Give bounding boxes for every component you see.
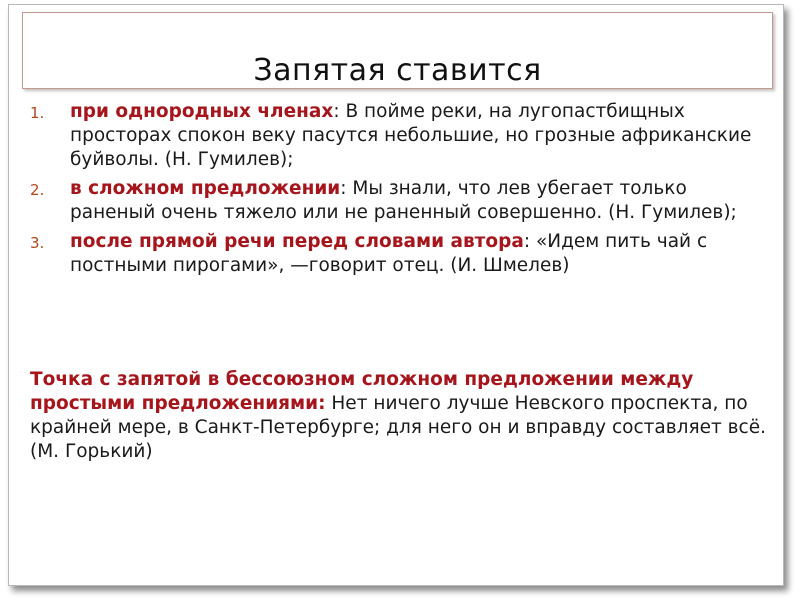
list-item [30,230,770,278]
title-box [22,12,773,89]
list-marker: 2. [30,181,45,199]
list-marker: 3. [30,234,45,252]
list-item [30,100,770,172]
note-example: Нет ничего лучше Невского проспекта, по крайней мере, в Санкт-Петербурге; для него он и вправду составляет всё. (М. Горький) [30,393,766,462]
rule-term: в сложном предложении [70,178,341,199]
semicolon-note [30,368,770,464]
rule-example: : Мы знали, что лев убегает только раненый очень тяжело или не раненный совершенно. (Н. Гумилев); [70,178,737,223]
rules-list [30,100,770,283]
rule-example: : «Идем пить чай с постными пирогами», —говорит отец. (И. Шмелев) [70,231,708,276]
rule-term: при однородных членах [70,101,334,122]
list-item [30,177,770,225]
rule-example: : В пойме реки, на лугопастбищных просторах спокон веку пасутся небольшие, но грозные африканские буйволы. (Н. Гумилев); [70,101,752,170]
list-marker: 1. [30,104,45,122]
slide-title: Запятая ставится [253,53,542,88]
note-term: Точка с запятой в бессоюзном сложном предложении между простыми предложениями: [30,369,694,414]
rule-term: после прямой речи перед словами автора [70,231,524,252]
slide-frame [8,4,784,586]
